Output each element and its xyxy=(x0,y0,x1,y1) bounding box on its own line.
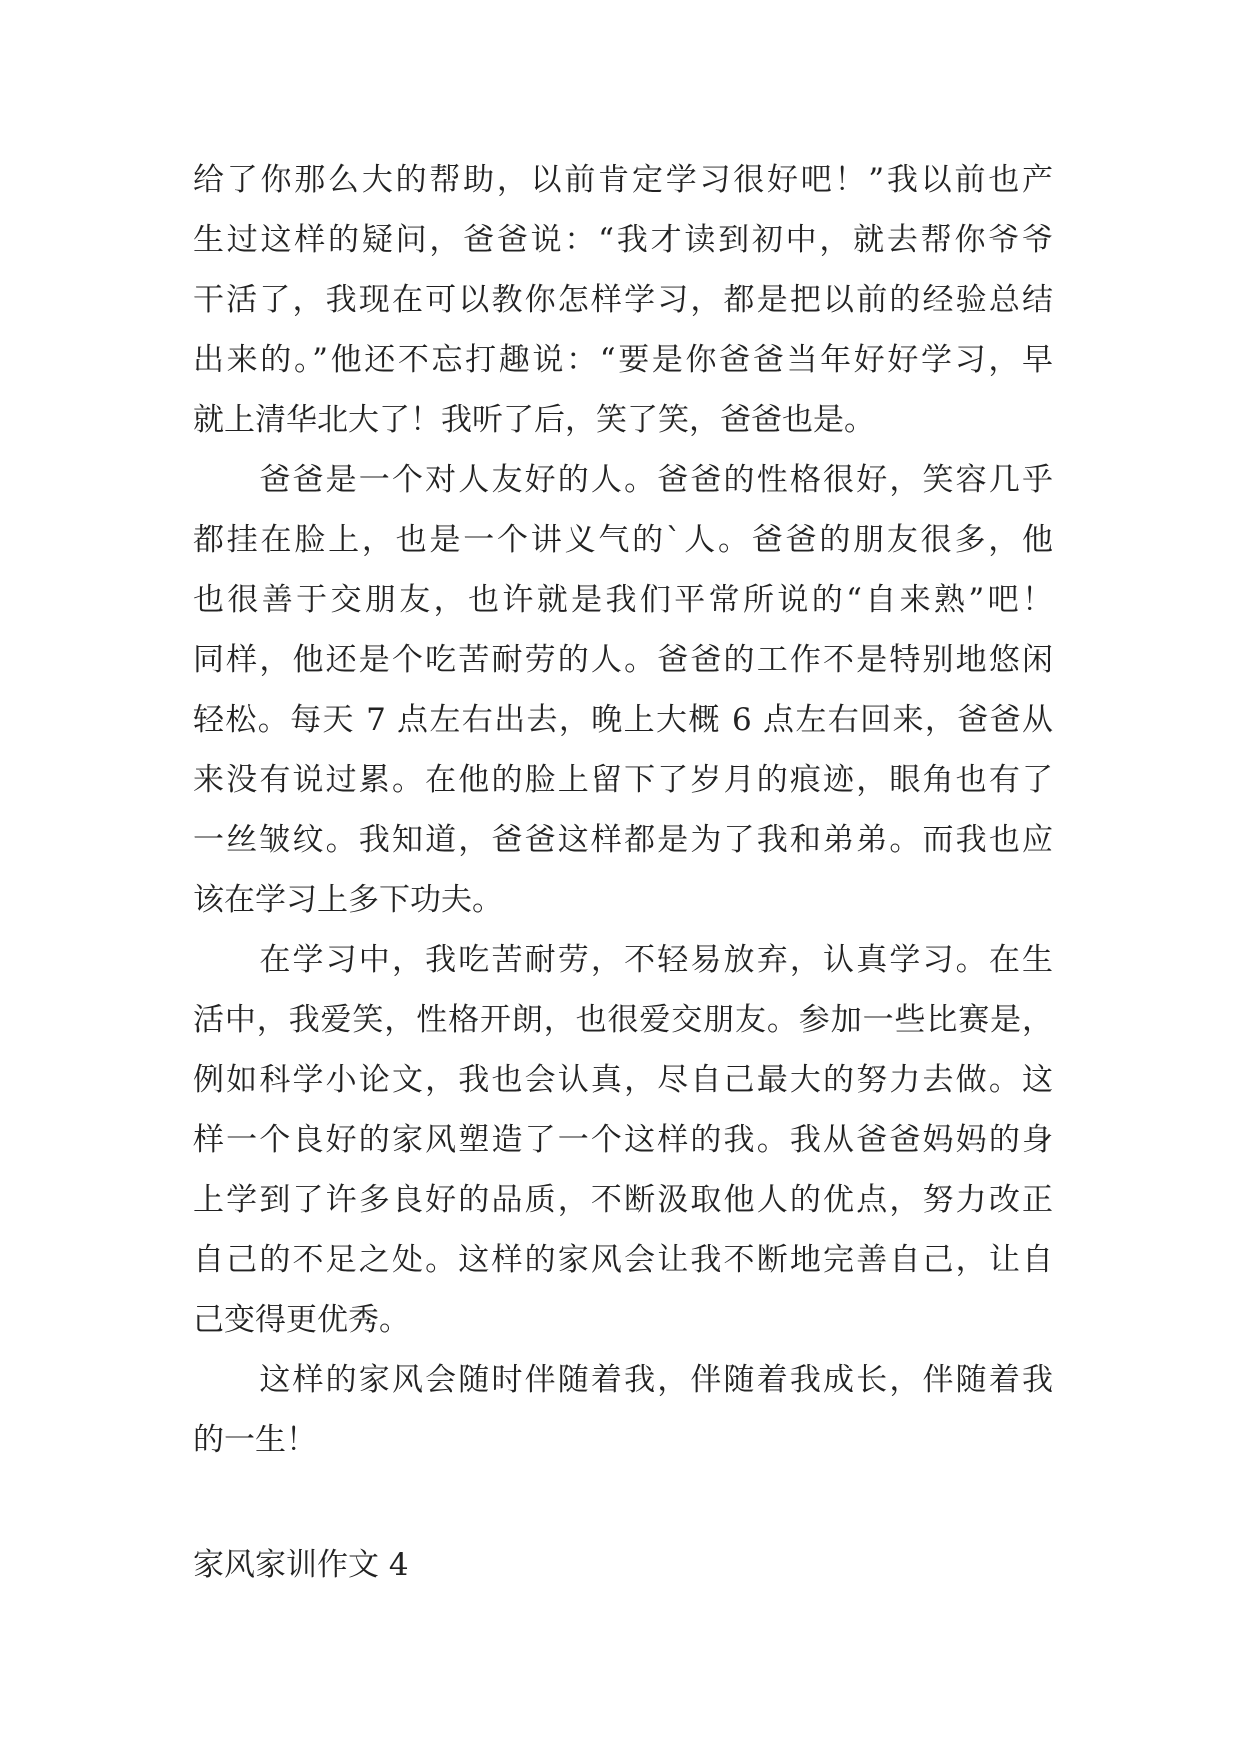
text-line: 出来的。”他还不忘打趣说：“要是你爸爸当年好好学习，早 xyxy=(193,342,1053,378)
text-line: 样一个良好的家风塑造了一个这样的我。我从爸爸妈妈的身 xyxy=(193,1122,1053,1158)
text-line: 例如科学小论文，我也会认真，尽自己最大的努力去做。这 xyxy=(193,1062,1053,1098)
text-line: 给了你那么大的帮助，以前肯定学习很好吧！”我以前也产 xyxy=(193,162,1053,198)
text-line: 生过这样的疑问，爸爸说：“我才读到初中，就去帮你爷爷 xyxy=(193,222,1053,258)
text-line: 己变得更优秀。 xyxy=(193,1302,410,1338)
text-line: 该在学习上多下功夫。 xyxy=(193,882,503,918)
text-line: 的一生！ xyxy=(193,1422,317,1458)
text-line: 这样的家风会随时伴随着我，伴随着我成长，伴随着我 xyxy=(193,1362,1053,1398)
text-line: 一丝皱纹。我知道，爸爸这样都是为了我和弟弟。而我也应 xyxy=(193,822,1053,858)
text-line: 上学到了许多良好的品质，不断汲取他人的优点，努力改正 xyxy=(193,1182,1053,1218)
text-line: 来没有说过累。在他的脸上留下了岁月的痕迹，眼角也有了 xyxy=(193,762,1053,798)
text-line: 爸爸是一个对人友好的人。爸爸的性格很好，笑容几乎 xyxy=(193,462,1053,498)
text-line: 自己的不足之处。这样的家风会让我不断地完善自己，让自 xyxy=(193,1242,1053,1278)
text-line: 干活了，我现在可以教你怎样学习，都是把以前的经验总结 xyxy=(193,282,1053,318)
text-line: 同样，他还是个吃苦耐劳的人。爸爸的工作不是特别地悠闲 xyxy=(193,642,1053,678)
text-line: 轻松。每天 7 点左右出去，晚上大概 6 点左右回来，爸爸从 xyxy=(193,702,1053,738)
text-line: 就上清华北大了！我听了后，笑了笑，爸爸也是。 xyxy=(193,402,875,438)
text-line: 活中，我爱笑，性格开朗，也很爱交朋友。参加一些比赛是， xyxy=(193,1002,1053,1038)
section-heading: 家风家训作文 4 xyxy=(193,1547,409,1583)
text-line: 也很善于交朋友，也许就是我们平常所说的“自来熟”吧！ xyxy=(193,582,1053,618)
text-line: 在学习中，我吃苦耐劳，不轻易放弃，认真学习。在生 xyxy=(193,942,1053,978)
text-line: 都挂在脸上，也是一个讲义气的`人。爸爸的朋友很多，他 xyxy=(193,522,1053,558)
